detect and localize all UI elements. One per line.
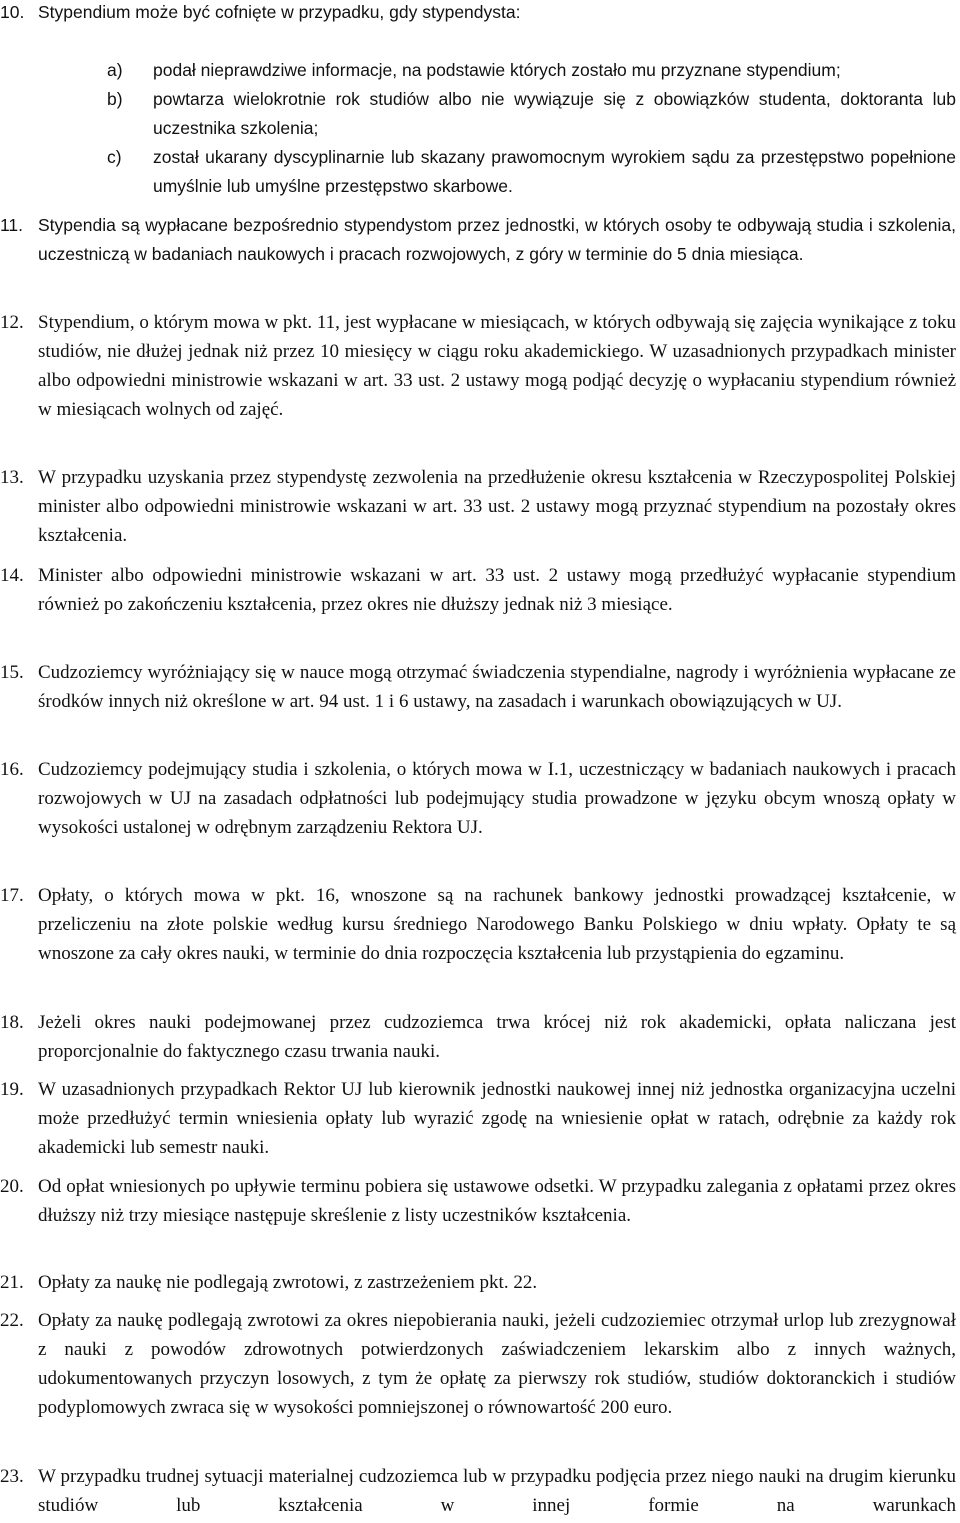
point-17 <box>0 881 956 968</box>
point-text: Stypendia są wypłacane bezpośrednio stypendystom przez jednostki, w których osoby te odbywają studia i szkolenia, uczestniczą w badaniach naukowych i pracach rozwojowych, z góry w terminie do 5 dnia miesiąca. <box>38 215 956 264</box>
point-10-subitem-b <box>107 85 956 143</box>
point-10-subitem-c <box>107 143 956 201</box>
point-number: 18. <box>0 1012 24 1033</box>
subitem-text: podał nieprawdziwe informacje, na podstawie których zostało mu przyznane stypendium; <box>153 60 841 80</box>
point-number: 19. <box>0 1079 24 1100</box>
point-number: 15. <box>0 662 24 683</box>
subitem-letter: b) <box>107 89 123 109</box>
point-22 <box>0 1306 956 1422</box>
point-text: Cudzoziemcy podejmujący studia i szkolenia, o których mowa w I.1, uczestniczący w badaniach naukowych i pracach rozwojowych w UJ na zasadach odpłatności lub podejmujący studia prowadzone w języku obcym wnoszą opłaty w wysokości ustalonej w odrębnym zarządzeniu Rektora UJ. <box>38 759 956 838</box>
point-10-subitem-a <box>107 56 956 85</box>
point-13 <box>0 463 956 550</box>
point-15 <box>0 658 956 716</box>
point-number: 21. <box>0 1272 24 1293</box>
subitem-letter: c) <box>107 147 122 167</box>
subitem-text: powtarza wielokrotnie rok studiów albo nie wywiązuje się z obowiązków studenta, doktoranta lub uczestnika szkolenia; <box>153 89 956 138</box>
point-text: W uzasadnionych przypadkach Rektor UJ lub kierownik jednostki naukowej innej niż jednostka organizacyjna uczelni może przedłużyć termin wniesienia opłaty lub wyrazić zgodę na wniesienie opłat w ratach, odrębnie za każdy rok akademicki lub semestr nauki. <box>38 1079 956 1158</box>
point-18 <box>0 1008 956 1066</box>
point-number: 12. <box>0 312 24 333</box>
point-number: 16. <box>0 759 24 780</box>
point-text: W przypadku uzyskania przez stypendystę zezwolenia na przedłużenie okresu kształcenia w Rzeczypospolitej Polskiej minister albo odpowiedni ministrowie wskazani w art. 33 ust. 2 ustawy mogą przyznać stypendium na pozostały okres kształcenia. <box>38 467 956 546</box>
point-12 <box>0 308 956 424</box>
point-20 <box>0 1172 956 1230</box>
point-text: Stypendium, o którym mowa w pkt. 11, jest wypłacane w miesiącach, w których odbywają się zajęcia wynikające z toku studiów, nie dłużej jednak niż przez 10 miesięcy w ciągu roku akademickiego. W uzasadnionych przypadkach minister albo odpowiedni ministrowie wskazani w art. 33 ust. 2 ustawy mogą podjąć decyzję o wypłacaniu stypendium również w miesiącach wolnych od zajęć. <box>38 312 956 420</box>
point-10 <box>0 0 956 27</box>
point-14 <box>0 561 956 619</box>
point-number: 17. <box>0 885 24 906</box>
subitem-text: został ukarany dyscyplinarnie lub skazany prawomocnym wyrokiem sądu za przestępstwo popełnione umyślnie lub umyślne przestępstwo skarbowe. <box>153 147 956 196</box>
point-23 <box>0 1462 956 1520</box>
point-number: 11. <box>0 215 24 235</box>
point-text: Minister albo odpowiedni ministrowie wskazani w art. 33 ust. 2 ustawy mogą przedłużyć wypłacanie stypendium również po zakończeniu kształcenia, przez okres nie dłuższy jednak niż 3 miesiące. <box>38 565 956 615</box>
point-text: Opłaty za naukę podlegają zwrotowi za okres niepobierania nauki, jeżeli cudzoziemiec otrzymał urlop lub zrezygnował z nauki z powodów zdrowotnych potwierdzonych zaświadczeniem lekarskim albo z innych ważnych, udokumentowanych przyczyn losowych, z tym że opłatę za pierwszy rok studiów, studiów doktoranckich i studiów podyplomowych zwraca się w wysokości pomniejszonej o równowartość 200 euro. <box>38 1310 956 1418</box>
point-11 <box>0 211 956 269</box>
point-number: 13. <box>0 467 24 488</box>
point-number: 10. <box>0 2 25 22</box>
point-text: Stypendium może być cofnięte w przypadku, gdy stypendysta: <box>38 2 521 22</box>
point-text: Opłaty za naukę nie podlegają zwrotowi, z zastrzeżeniem pkt. 22. <box>38 1272 538 1293</box>
point-number: 22. <box>0 1310 24 1331</box>
point-number: 14. <box>0 565 24 586</box>
point-19 <box>0 1075 956 1162</box>
point-21 <box>0 1268 956 1297</box>
point-number: 23. <box>0 1466 24 1487</box>
point-text: Od opłat wniesionych po upływie terminu pobiera się ustawowe odsetki. W przypadku zalegania z opłatami przez okres dłuższy niż trzy miesiące następuje skreślenie z listy uczestników kształcenia. <box>38 1176 956 1226</box>
point-number: 20. <box>0 1176 24 1197</box>
point-16 <box>0 755 956 842</box>
point-text: Jeżeli okres nauki podejmowanej przez cudzoziemca trwa krócej niż rok akademicki, opłata naliczana jest proporcjonalnie do faktycznego czasu trwania nauki. <box>38 1012 956 1062</box>
point-text: W przypadku trudnej sytuacji materialnej cudzoziemca lub w przypadku podjęcia przez niego nauki na drugim kierunku studiów lub kształcenia w innej formie na warunkach <box>38 1466 956 1516</box>
subitem-letter: a) <box>107 60 123 80</box>
point-text: Opłaty, o których mowa w pkt. 16, wnoszone są na rachunek bankowy jednostki prowadzącej kształcenie, w przeliczeniu na złote polskie według kursu średniego Narodowego Banku Polskiego w dniu wpłaty. Opłaty te są wnoszone za cały okres nauki, w terminie do dnia rozpoczęcia kształcenia lub przystąpienia do egzaminu. <box>38 885 956 964</box>
point-text: Cudzoziemcy wyróżniający się w nauce mogą otrzymać świadczenia stypendialne, nagrody i wyróżnienia wypłacane ze środków innych niż określone w art. 94 ust. 1 i 6 ustawy, na zasadach i warunkach obowiązujących w UJ. <box>38 662 956 712</box>
